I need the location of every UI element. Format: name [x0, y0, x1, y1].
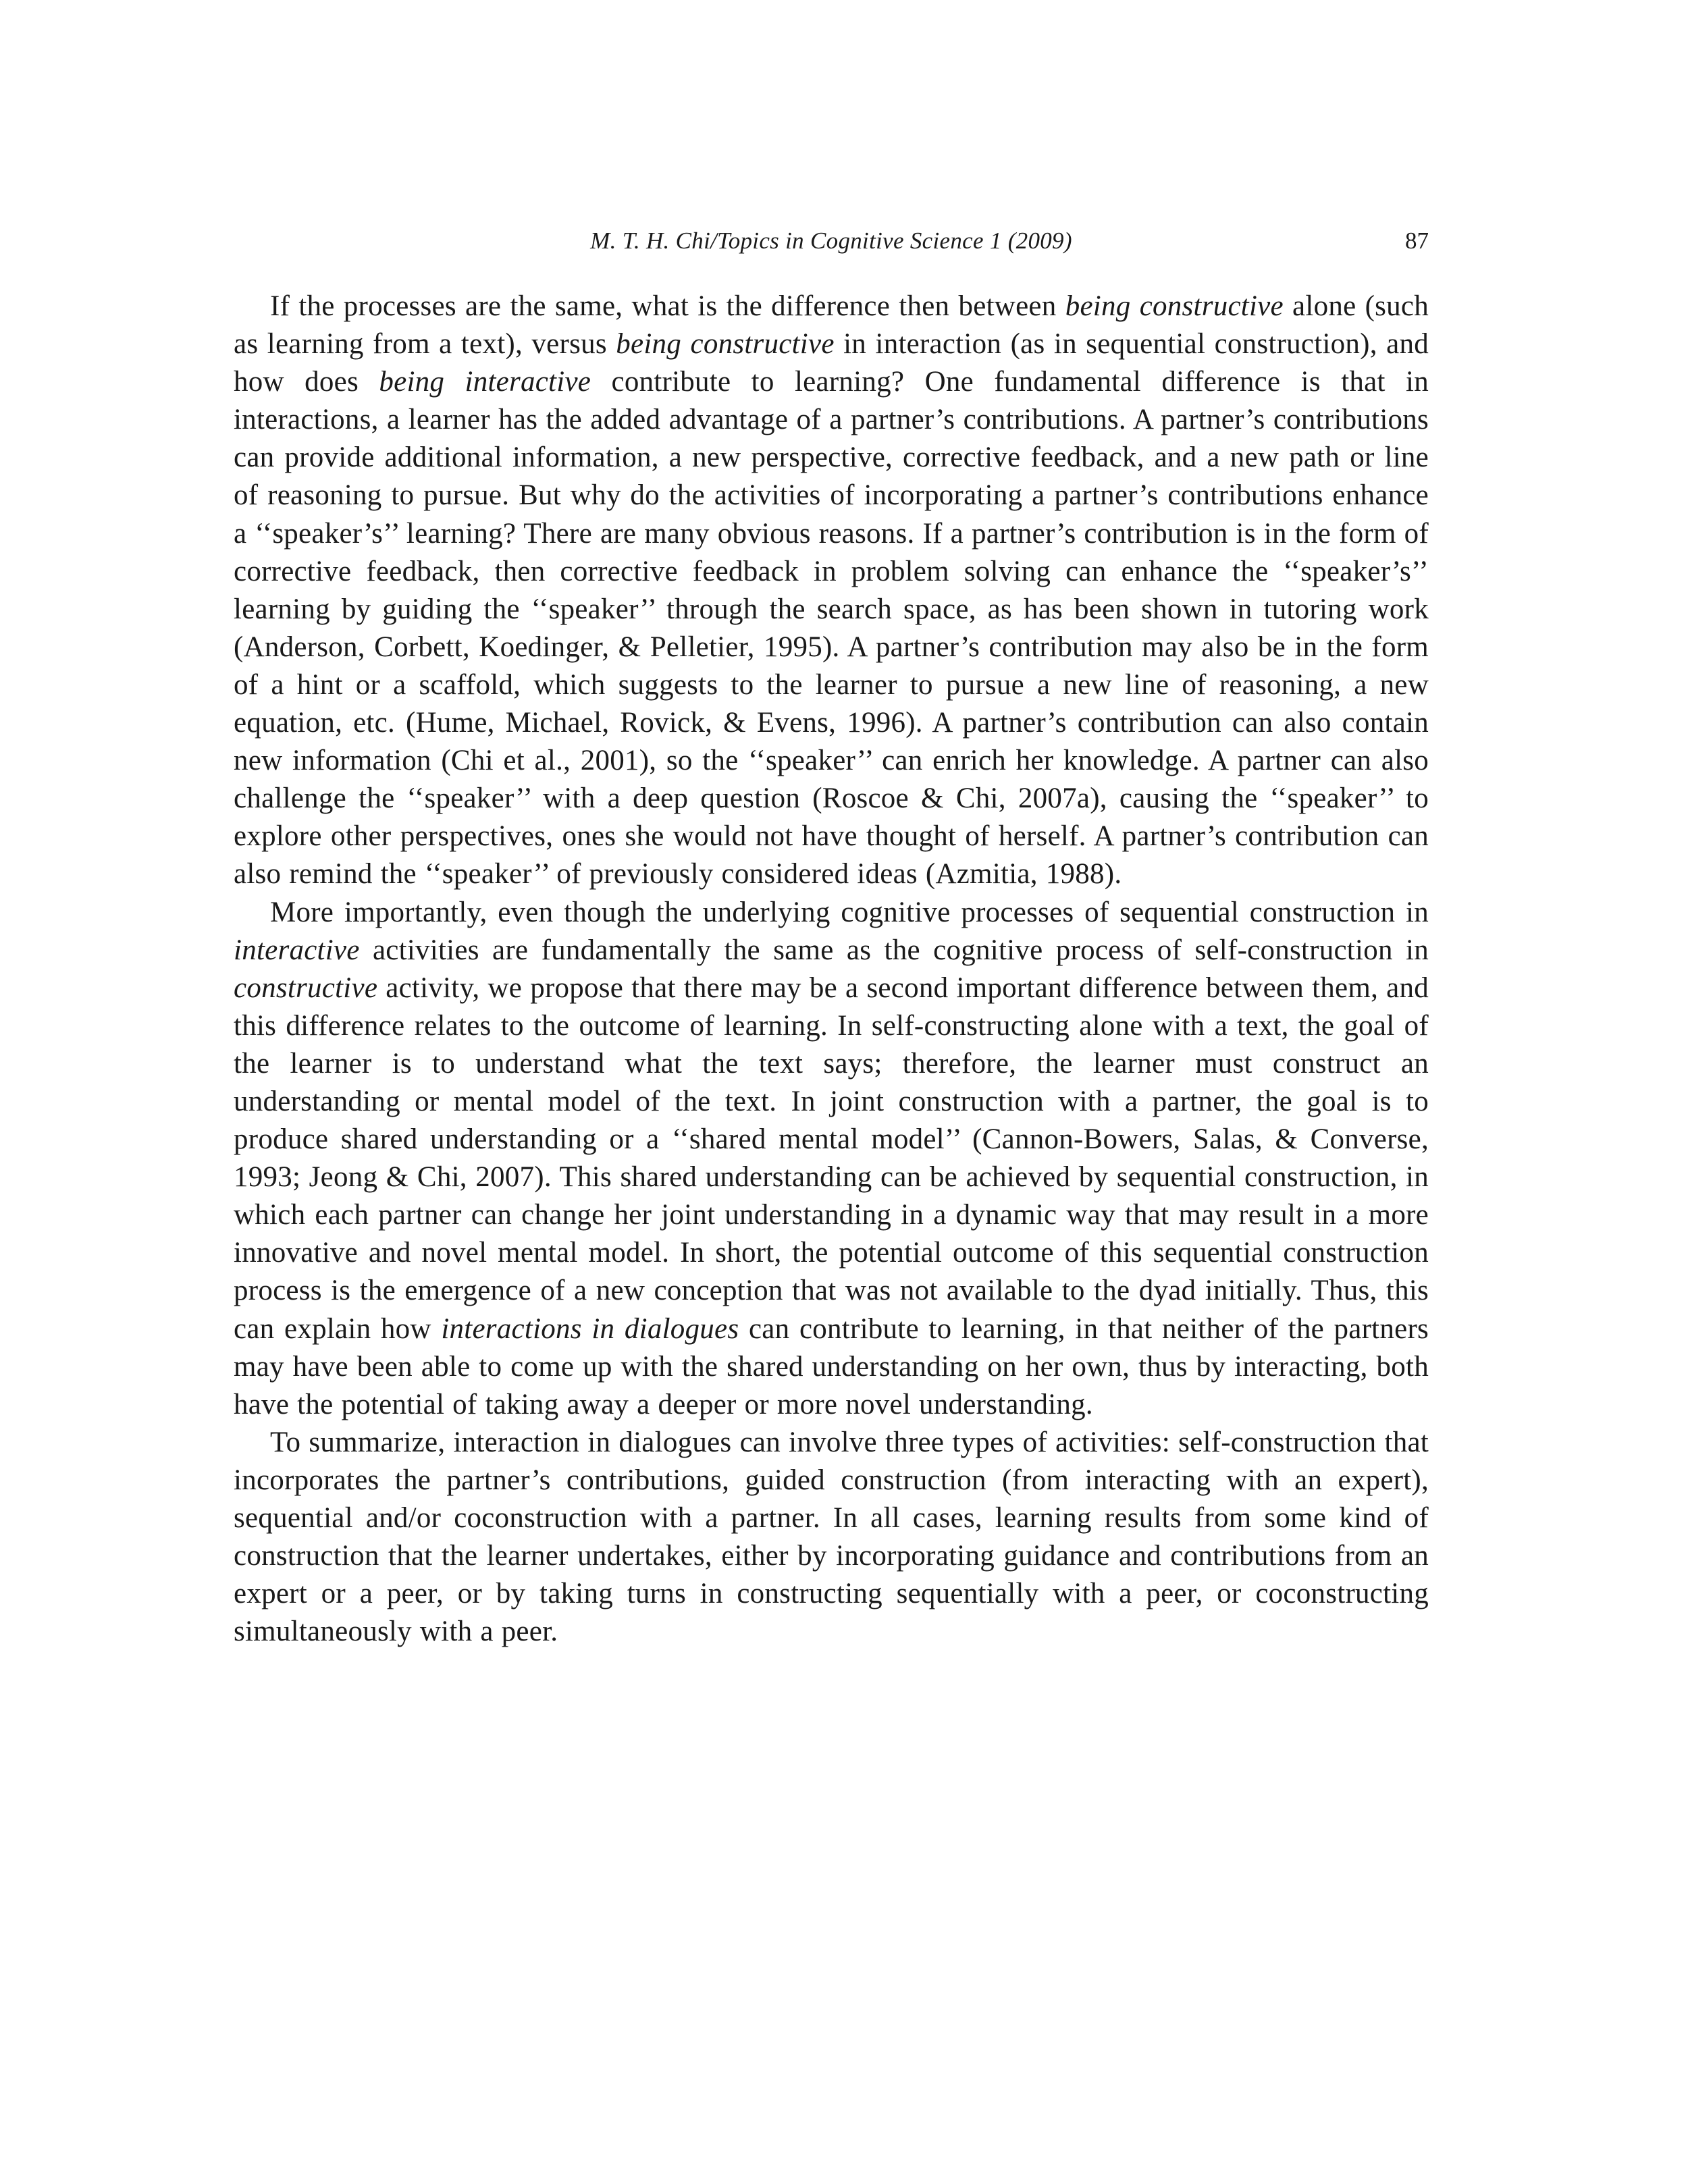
- text-run: More importantly, even though the underlying cognitive processes of sequential construction in: [270, 896, 1429, 928]
- paragraph-shared-understanding: [234, 894, 1429, 1424]
- page-number: 87: [1405, 228, 1429, 254]
- text-run: alone (such as learning from a text), versus: [234, 290, 1429, 361]
- italic-term: interactions in dialogues: [441, 1312, 739, 1345]
- italic-term: being interactive: [379, 366, 591, 398]
- body-text: [234, 288, 1429, 1651]
- running-head: [234, 224, 1429, 265]
- italic-term: constructive: [234, 971, 378, 1004]
- paragraph-summary: [234, 1424, 1429, 1651]
- italic-term: being constructive: [616, 328, 835, 361]
- running-head-citation: M. T. H. Chi/Topics in Cognitive Science 1 (2009): [590, 228, 1072, 254]
- text-run: If the processes are the same, what is the difference then between: [270, 290, 1065, 322]
- italic-term: interactive: [234, 934, 360, 966]
- text-run: activity, we propose that there may be a second important difference between them, and this difference relates to the outcome of learning. In self-constructing alone with a text, the goal of the learner is to understand what the text says; therefore, the learner must construct an understanding or mental model of the text. In joint construction with a partner, the goal is to produce shared understanding or a ‘‘shared mental model’’ (Cannon-Bowers, Salas, & Converse, 1993; Jeong & Chi, 2007). This shared understanding can be achieved by sequential construction, in which each partner can change her joint understanding in a dynamic way that may result in a more innovative and novel mental model. In short, the potential outcome of this sequential construction process is the emergence of a new conception that was not available to the dyad initially. Thus, this can explain how: [234, 971, 1429, 1345]
- text-run: can contribute to learning, in that neither of the partners may have been able to come up with the shared understanding on her own, thus by interacting, both have the potential of taking away a deeper or more novel understanding.: [234, 1312, 1429, 1420]
- paragraph-partner-contributions: [234, 288, 1429, 894]
- text-run: To summarize, interaction in dialogues can involve three types of activities: self-construction that incorporates the partner’s contributions, guided construction (from interacting with an expert), sequential and/or coconstruction with a partner. In all cases, learning results from some kind of construction that the learner undertakes, either by incorporating guidance and contributions from an expert or a peer, or by taking turns in constructing sequentially with a peer, or coconstructing simultaneously with a peer.: [234, 1426, 1429, 1648]
- text-run: in interaction (as in sequential construction), and how does: [234, 328, 1429, 398]
- text-run: activities are fundamentally the same as the cognitive process of self-construction in: [359, 934, 1429, 966]
- text-run: contribute to learning? One fundamental difference is that in interactions, a learner has the added advantage of a partner’s contributions. A partner’s contributions can provide additional information, a new perspective, corrective feedback, and a new path or line of reasoning to pursue. But why do the activities of incorporating a partner’s contributions enhance a ‘‘speaker’s’’ learning? There are many obvious reasons. If a partner’s contribution is in the form of corrective feedback, then corrective feedback in problem solving can enhance the ‘‘speaker’s’’ learning by guiding the ‘‘speaker’’ through the search space, as has been shown in tutoring work (Anderson, Corbett, Koedinger, & Pelletier, 1995). A partner’s contribution may also be in the form of a hint or a scaffold, which suggests to the learner to pursue a new line of reasoning, a new equation, etc. (Hume, Michael, Rovick, & Evens, 1996). A partner’s contribution can also contain new information (Chi et al., 2001), so the ‘‘speaker’’ can enrich her knowledge. A partner can also challenge the ‘‘speaker’’ with a deep question (Roscoe & Chi, 2007a), causing the ‘‘speaker’’ to explore other perspectives, ones she would not have thought of herself. A partner’s contribution can also remind the ‘‘speaker’’ of previously considered ideas (Azmitia, 1988).: [234, 366, 1429, 890]
- italic-term: being constructive: [1065, 290, 1284, 322]
